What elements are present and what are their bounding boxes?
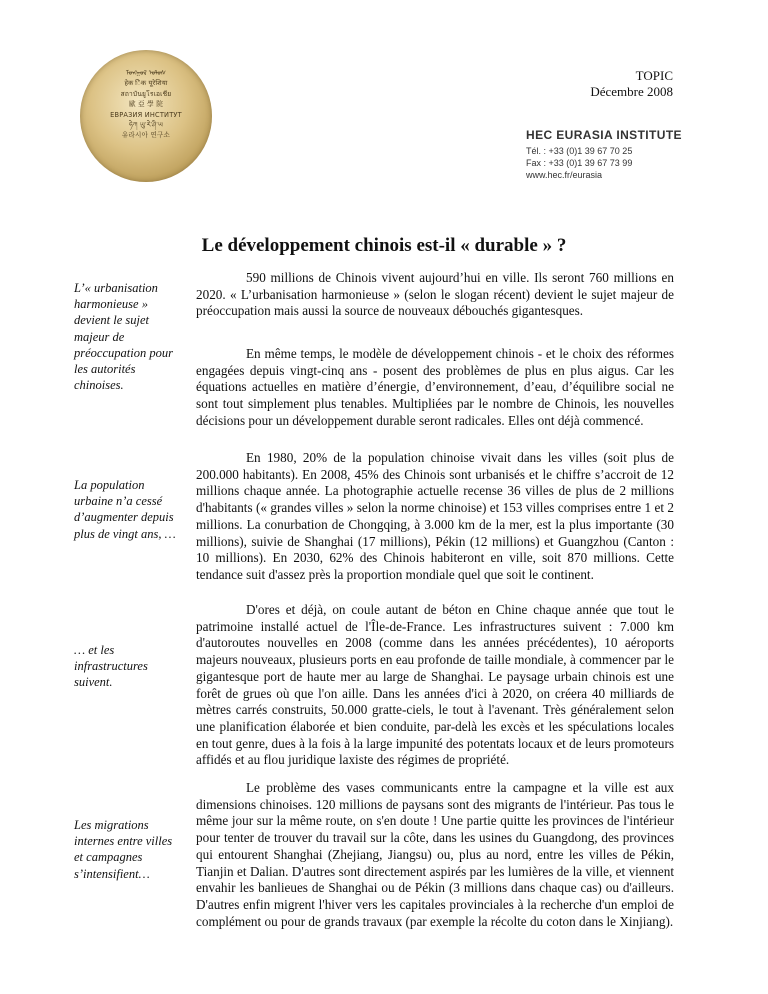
institute-contact <box>526 128 682 181</box>
logo-text <box>96 68 196 141</box>
institute-fax: Fax : +33 (0)1 39 67 73 99 <box>526 158 633 168</box>
topic-label: TOPIC <box>635 68 673 83</box>
sidenote: Les migrations internes entre villes et campagnes s’intensifient… <box>74 818 173 881</box>
paragraph: En même temps, le modèle de développement chinois - et le choix des réformes engagées depuis vingt-cinq ans - posent des problèmes de plus en plus aigus. Car les équations actuelles en matière d’énergie, d’environnement, d’eau, d’équilibre social ne sont tout simplement plus tenables. Multipliées par le nombre de Chinois, les nouvelles décisions pour un développement durable seront radicales. Elles ont déjà commencé. <box>196 346 674 428</box>
logo-line: สถาบันยูโรเอเชีย <box>120 89 172 98</box>
institute-website: www.hec.fr/eurasia <box>526 170 603 180</box>
logo-line: हेक ि‍ेक यूरेशिया <box>124 79 168 88</box>
logo-line: ཧེཀ ཡུ་རེ་ཤི་ཡ <box>129 121 163 130</box>
paragraph: Le problème des vases communicants entre la campagne et la ville est aux dimensions chinoises. 120 millions de paysans sont des migrants de l'intérieur. Pas tous le même jour sur la même route, on s'en doute ! Une partie quitte les provinces de l'intérieur pour tenter de trouver du travail sur la côte, dans les usines du Guangdong, des provinces qui entourent Shanghai (Zhejiang, Jiangsu) ou, plus au nord, entre les villes de Pékin, Tianjin et Dalian. D'autres sont directement aspirés par les lumières de la ville, et viennent envahir les banlieues de Shanghai ou de Pékin (3 millions dans chaque cas) ou d'ailleurs. D'autres enfin migrent l'hiver vers les capitales provinciales à la recherche d'un emploi de complément ou pour de grands travaux (par exemple la récolte du coton dans le Xinjiang). <box>196 780 674 929</box>
logo-line: 歐 亞 學 院 <box>128 100 164 109</box>
paragraph: 590 millions de Chinois vivent aujourd’hui en ville. Ils seront 760 millions en 2020. « L’urbanisation harmonieuse » (selon le slogan récent) devient le sujet majeur de préoccupation mais aussi la source de nouveaux débouchés gigantesques. <box>196 270 674 319</box>
hec-eurasia-logo <box>80 50 212 182</box>
article-title: Le développement chinois est-il « durable » ? <box>201 235 567 256</box>
sidenote: La population urbaine n’a cessé d’augmenter depuis plus de vingt ans, … <box>74 478 176 541</box>
sidenote: … et les infrastructures suivent. <box>74 643 148 690</box>
paragraph: D'ores et déjà, on coule autant de béton en Chine chaque année que tout le patrimoine installé actuel de l'Île-de-France. Les infrastructures suivent : 7.000 km d'autoroutes nouvelles en 2008 (comme dans les années précédentes), 10 aéroports majeurs nouveaux, plusieurs ports en eau profonde de taille mondiale, à commencer par le gigantesque port de haute mer au large de Shanghai. Le paysage urbain chinois est une forêt de grues où que l'on aille. Dans les années d'ici à 2020, on créera 40 milliards de mètres carrés construits, 50.000 gratte-ciels, le tout à l'avenant. Très généralement selon une planification élaborée et bien conduite, par-delà les excès et les spéculations locales en tout genre, dues à la fois à la large impunité des potentats locaux et de leurs promoteurs affidés et au flou juridique laxiste des régimes de propriété. <box>196 602 674 768</box>
topic-header <box>590 68 673 100</box>
paragraph: En 1980, 20% de la population chinoise vivait dans les villes (soit plus de 200.000 habitants). En 2008, 45% des Chinois sont urbanisés et le chiffre s’accroit de 12 millions chaque année. La photographie actuelle recense 36 villes de plus de 2 millions d'habitants (« grandes villes » selon la norme chinoise) et 153 villes comprises entre 1 et 2 millions. La conurbation de Chongqing, à 3.000 km de la mer, est la plus importante (30 millions), suivie de Shanghai (17 millions), Pékin (12 millions) et Guangzhou (Canton : 10 millions). En 2030, 62% des Chinois habiteront en ville, soit 870 millions. Cette tendance suit d'assez près la proportion mondiale quel que soit le continent. <box>196 450 674 582</box>
logo-line: ᠮᠣᠩᠭᠣᠯ ᠤᠯᠤᠰ <box>125 69 167 77</box>
institute-phone: Tél. : +33 (0)1 39 67 70 25 <box>526 146 633 156</box>
logo-line: ЕВРАЗИЯ ИНСТИТУТ <box>110 110 182 119</box>
issue-date: Décembre 2008 <box>590 84 673 99</box>
institute-name: HEC EURASIA INSTITUTE <box>526 128 682 142</box>
sidenote: L’« urbanisation harmonieuse » devient le sujet majeur de préoccupation pour les autorités chinoises. <box>74 281 173 393</box>
logo-line: 유라시아 연구소 <box>121 131 171 140</box>
